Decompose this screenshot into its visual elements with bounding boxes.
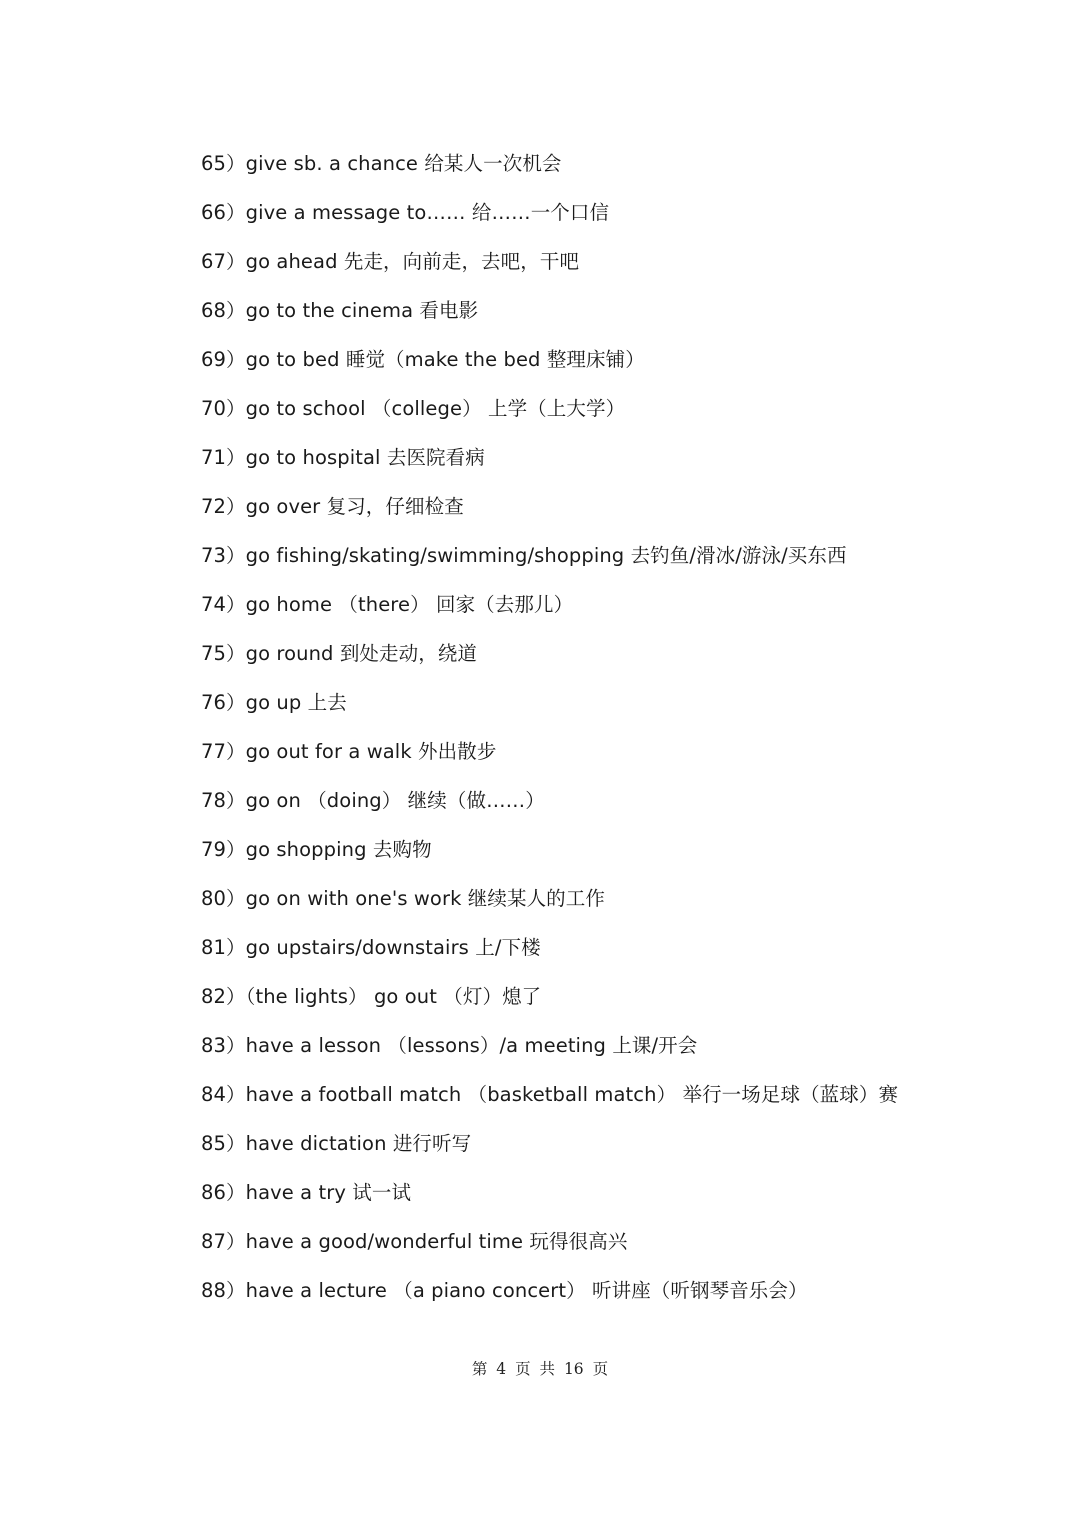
list-item: 87）have a good/wonderful time 玩得很高兴 — [201, 1230, 628, 1253]
list-item: 66）give a message to…… 给……一个口信 — [201, 201, 610, 224]
list-item: 79）go shopping 去购物 — [201, 838, 432, 861]
list-item: 88）have a lecture （a piano concert） 听讲座（听钢琴音乐会） — [201, 1279, 808, 1302]
list-item: 73）go fishing/skating/swimming/shopping 去钓鱼/滑冰/游泳/买东西 — [201, 544, 847, 567]
list-item: 77）go out for a walk 外出散步 — [201, 740, 497, 763]
list-item: 78）go on （doing） 继续（做……） — [201, 789, 545, 812]
list-item: 74）go home （there） 回家（去那儿） — [201, 593, 574, 616]
list-item: 84）have a football match （basketball match） 举行一场足球（蓝球）赛 — [201, 1083, 899, 1106]
list-item: 65）give sb. a chance 给某人一次机会 — [201, 152, 562, 175]
list-item: 80）go on with one's work 继续某人的工作 — [201, 887, 605, 910]
page-footer: 第 4 页 共 16 页 — [471, 1360, 609, 1378]
list-item: 67）go ahead 先走，向前走，去吧，干吧 — [201, 250, 580, 273]
list-item: 68）go to the cinema 看电影 — [201, 299, 479, 322]
phrase-list — [201, 146, 1041, 1322]
list-item: 76）go up 上去 — [201, 691, 347, 714]
list-item: 75）go round 到处走动，绕道 — [201, 642, 478, 665]
list-item: 72）go over 复习，仔细检查 — [201, 495, 464, 518]
list-item: 85）have dictation 进行听写 — [201, 1132, 472, 1155]
list-item: 86）have a try 试一试 — [201, 1181, 412, 1204]
list-item: 70）go to school （college） 上学（上大学） — [201, 397, 626, 420]
list-item: 82）（the lights） go out （灯）熄了 — [201, 985, 542, 1008]
list-item: 81）go upstairs/downstairs 上/下楼 — [201, 936, 541, 959]
list-item: 71）go to hospital 去医院看病 — [201, 446, 485, 469]
list-item: 83）have a lesson （lessons）/a meeting 上课/开会 — [201, 1034, 698, 1057]
list-item: 69）go to bed 睡觉（make the bed 整理床铺） — [201, 348, 645, 371]
